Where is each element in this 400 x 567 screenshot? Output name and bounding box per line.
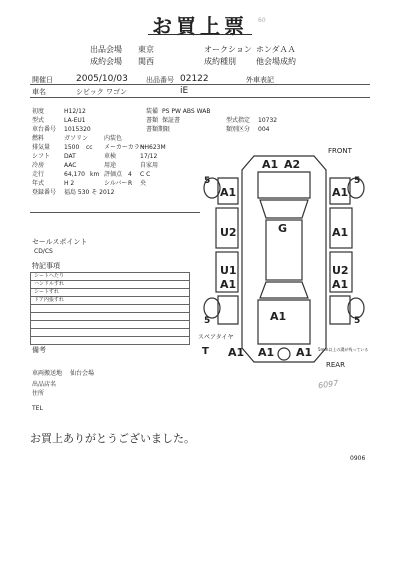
lot-value: 02122 [180,74,209,84]
contract-type-label: 成約種別 [204,57,236,66]
damage-code: U2 [332,264,349,277]
stamp-mark: 60 [258,17,266,24]
contract-type-value: 他会場成約 [256,57,296,66]
damage-code: A1 [220,278,237,291]
use-label: 用途 [104,162,117,169]
car-value: シビック ワゴン [76,88,127,96]
category-value: 004 [258,126,270,133]
venue-value: 東京 [138,45,154,54]
year-label: 年式 [32,180,45,187]
contract-venue-label: 成約会場 [90,57,122,66]
equip-label: 装備 [146,108,159,115]
ac-label: 冷房 [32,162,45,169]
model-label: 型式 [32,117,45,124]
tel-label: TEL [32,405,43,412]
damage-code: A1 [262,158,279,171]
rating-value: 4 [128,171,132,178]
shift-value: DAT [64,153,76,160]
damage-code: A1 [258,346,275,359]
exhibitor-label: 出品店名 [32,381,57,388]
exterior-label: 外車表記 [246,76,274,84]
notes-row: シートへたり [31,273,189,281]
mileage-unit: km [90,171,100,178]
contract-venue-value: 関西 [138,57,154,66]
car-label: 車名 [32,88,46,96]
displacement-value: 1500 [64,144,80,151]
equip-value: PS PW ABS WAB [162,108,211,115]
displacement-unit: cc [86,144,93,151]
tax-label: 車検 [104,153,117,160]
damage-code: A1 [332,278,349,291]
damage-code: A1 [270,310,287,323]
shift-label: シフト [32,153,51,160]
papers-label: 書類期限 [146,126,171,133]
reg-label: 登録番号 [32,189,57,196]
venue-label: 出品会場 [90,45,122,54]
notes-table [30,272,190,345]
color-value: シルバー [104,180,128,187]
damage-code: G [278,222,288,235]
notes-label: 特記事項 [32,262,60,270]
notes-row: ハンドルすれ [31,281,189,289]
spare-code: T [202,346,209,357]
handwritten-number: 6097 [317,378,339,391]
damage-code: A1 [332,226,349,239]
front-label: FRONT [328,147,352,155]
mileage-label: 走行 [32,171,45,178]
damage-code: A1 [220,186,237,199]
year-value: H 2 [64,180,75,187]
category-label: 類別区分 [226,126,251,133]
model-designation-value: 10732 [258,117,278,124]
cert-value: 保証書 [162,117,181,124]
transport-label: 車両搬送地 [32,370,63,377]
spare-label: スペアタイヤ [198,334,234,341]
fuel-value: ガソリン [64,135,89,142]
grade-value: iE [180,86,189,96]
form-title: お買上票 [152,14,248,38]
damage-code: U1 [220,264,237,277]
maker-color-label: メーカーカラー [104,144,146,151]
doc-code: 0906 [350,455,366,462]
damage-code: A1 [228,346,245,359]
interior-label: 内装色 [104,135,123,142]
auction-label: オークション [204,45,252,54]
auction-value: ホンダＡＡ [256,45,296,54]
notes-row: ドア内張すれ [31,297,189,305]
rating-grade: C C [140,171,151,178]
tire-code: 5 [204,316,211,326]
first-reg-label: 初度 [32,108,45,115]
model-designation-label: 型式指定 [226,117,251,124]
notes-row [31,337,189,344]
cert-label: 書類 [146,117,159,124]
rule [30,212,200,213]
rating-label: 評価点 [104,171,123,178]
chassis-value: 1015320 [64,126,91,133]
handle-value: 央 [140,180,147,187]
tire-code: 5 [354,316,361,326]
notes-row [31,329,189,337]
displacement-label: 排気量 [32,144,51,151]
maker-color-value: NH623M [140,144,166,151]
handle-label: R [128,180,133,187]
date-label: 開催日 [32,76,53,84]
ac-value: AAC [64,162,77,169]
notes-row [31,305,189,313]
tire-code: 5 [354,176,361,186]
fuel-label: 燃料 [32,135,45,142]
sales-point-value: CD/CS [34,248,53,255]
rear-label: REAR [326,361,345,369]
model-value: LA-EU1 [64,117,86,124]
notes-row [31,313,189,321]
inspection-diagram [198,148,370,378]
transport-value: 仙台会場 [70,370,95,377]
sales-point-label: セールスポイント [32,238,88,246]
notes-row [31,321,189,329]
title-underline [148,34,252,35]
address-label: 住所 [32,390,45,397]
car-outline [198,148,370,378]
thanks-message: お買上ありがとうございました。 [30,432,195,445]
reg-value: 福島 530 そ 2012 [64,189,115,196]
notes-row: シートすれ [31,289,189,297]
damage-code: A1 [332,186,349,199]
rule [30,97,370,98]
damage-code: A1 [296,346,313,359]
date-value: 2005/10/03 [76,74,128,84]
tire-legend: 5mm以上の溝が残っている [318,347,369,352]
tire-code: 5 [204,176,211,186]
lot-label: 出品番号 [146,76,174,84]
rule [30,84,370,85]
first-reg-value: H12/12 [64,108,86,115]
chassis-label: 車台番号 [32,126,57,133]
tax-value: 17/12 [140,153,158,160]
damage-code: A2 [284,158,301,171]
use-value: 自家用 [140,162,159,169]
remarks-label: 備考 [32,346,46,354]
mileage-value: 64,170 [64,171,85,178]
damage-code: U2 [220,226,237,239]
